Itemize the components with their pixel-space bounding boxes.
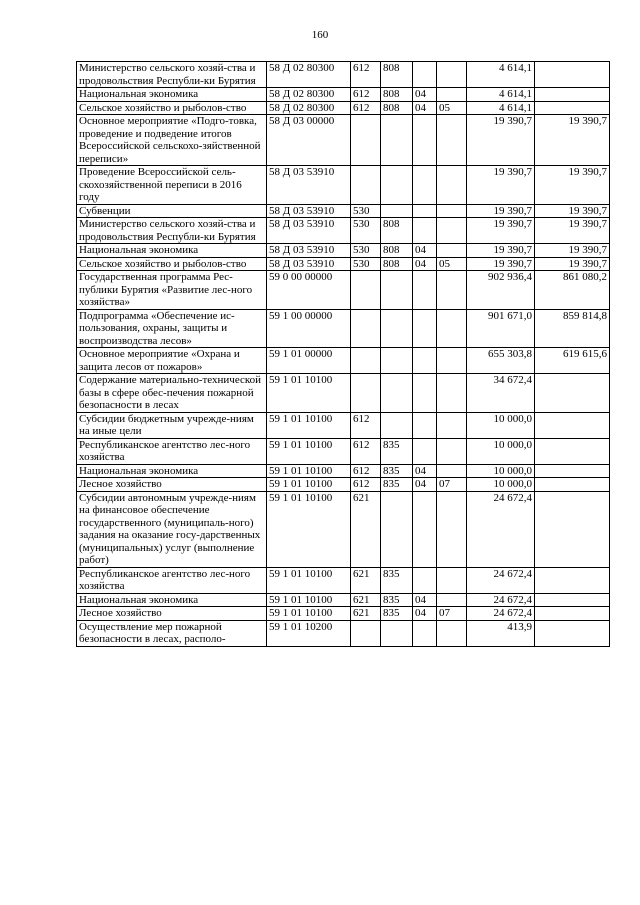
subsection-code: [437, 348, 467, 374]
target-article-code: 59 1 01 10100: [267, 464, 351, 478]
amount-year-2: 19 390,7: [535, 244, 610, 258]
table-row: [77, 593, 610, 607]
subsection-code: [437, 438, 467, 464]
administrator-code: 835: [381, 464, 413, 478]
table-row: [77, 607, 610, 621]
amount-year-2: [535, 593, 610, 607]
administrator-code: [381, 348, 413, 374]
section-code: 04: [413, 88, 437, 102]
row-name: Проведение Всероссийской сель-скохозяйственной переписи в 2016 году: [77, 166, 267, 205]
row-name: Республиканское агентство лес-ного хозяйства: [77, 567, 267, 593]
amount-year-2: 19 390,7: [535, 115, 610, 166]
subsection-code: 05: [437, 101, 467, 115]
target-article-code: 58 Д 03 53910: [267, 244, 351, 258]
subsection-code: [437, 412, 467, 438]
expense-type-code: 612: [351, 412, 381, 438]
amount-year-1: 19 390,7: [467, 244, 535, 258]
administrator-code: 808: [381, 88, 413, 102]
administrator-code: [381, 309, 413, 348]
table-row: [77, 244, 610, 258]
amount-year-2: 861 080,2: [535, 271, 610, 310]
row-name: Субвенции: [77, 204, 267, 218]
amount-year-1: 10 000,0: [467, 438, 535, 464]
target-article-code: 59 1 01 10100: [267, 412, 351, 438]
budget-table: [76, 61, 610, 647]
subsection-code: [437, 204, 467, 218]
subsection-code: [437, 244, 467, 258]
administrator-code: [381, 491, 413, 567]
amount-year-1: 10 000,0: [467, 464, 535, 478]
amount-year-1: 902 936,4: [467, 271, 535, 310]
row-name: Сельское хозяйство и рыболов-ство: [77, 101, 267, 115]
table-row: [77, 491, 610, 567]
expense-type-code: 621: [351, 491, 381, 567]
table-row: [77, 620, 610, 646]
subsection-code: [437, 491, 467, 567]
amount-year-1: 19 390,7: [467, 218, 535, 244]
amount-year-2: [535, 412, 610, 438]
row-name: Национальная экономика: [77, 244, 267, 258]
amount-year-1: 4 614,1: [467, 101, 535, 115]
amount-year-1: 4 614,1: [467, 62, 535, 88]
target-article-code: 58 Д 03 53910: [267, 166, 351, 205]
target-article-code: 59 1 01 10100: [267, 478, 351, 492]
amount-year-1: 24 672,4: [467, 607, 535, 621]
subsection-code: [437, 166, 467, 205]
target-article-code: 58 Д 03 53910: [267, 257, 351, 271]
table-row: [77, 374, 610, 413]
target-article-code: 58 Д 03 00000: [267, 115, 351, 166]
target-article-code: 59 1 00 00000: [267, 309, 351, 348]
amount-year-1: 10 000,0: [467, 478, 535, 492]
section-code: [413, 438, 437, 464]
subsection-code: [437, 115, 467, 166]
section-code: [413, 271, 437, 310]
row-name: Содержание материально-технической базы в сфере обес-печения пожарной безопасности в лесах: [77, 374, 267, 413]
section-code: 04: [413, 101, 437, 115]
administrator-code: 808: [381, 62, 413, 88]
amount-year-2: [535, 374, 610, 413]
subsection-code: [437, 593, 467, 607]
table-row: [77, 348, 610, 374]
target-article-code: 59 1 01 00000: [267, 348, 351, 374]
amount-year-1: 413,9: [467, 620, 535, 646]
section-code: 04: [413, 478, 437, 492]
section-code: [413, 204, 437, 218]
subsection-code: [437, 88, 467, 102]
section-code: [413, 62, 437, 88]
expense-type-code: 530: [351, 204, 381, 218]
row-name: Государственная программа Рес-публики Бурятия «Развитие лес-ного хозяйства»: [77, 271, 267, 310]
expense-type-code: [351, 309, 381, 348]
administrator-code: [381, 412, 413, 438]
row-name: Национальная экономика: [77, 88, 267, 102]
amount-year-2: 19 390,7: [535, 204, 610, 218]
table-row: [77, 271, 610, 310]
expense-type-code: 530: [351, 218, 381, 244]
section-code: [413, 309, 437, 348]
expense-type-code: 530: [351, 244, 381, 258]
amount-year-1: 655 303,8: [467, 348, 535, 374]
table-row: [77, 115, 610, 166]
amount-year-2: [535, 620, 610, 646]
expense-type-code: 612: [351, 464, 381, 478]
target-article-code: 59 1 01 10100: [267, 374, 351, 413]
amount-year-2: 19 390,7: [535, 218, 610, 244]
row-name: Национальная экономика: [77, 464, 267, 478]
row-name: Субсидии автономным учрежде-ниям на финансовое обеспечение государственного (муниципаль-ного) задания на оказание госу-дарственных (муниципальных) услуг (выполнение работ): [77, 491, 267, 567]
amount-year-1: 34 672,4: [467, 374, 535, 413]
expense-type-code: [351, 374, 381, 413]
row-name: Министерство сельского хозяй-ства и продовольствия Республи-ки Бурятия: [77, 218, 267, 244]
administrator-code: [381, 374, 413, 413]
administrator-code: 835: [381, 593, 413, 607]
row-name: Субсидии бюджетным учрежде-ниям на иные цели: [77, 412, 267, 438]
administrator-code: 808: [381, 244, 413, 258]
target-article-code: 59 1 01 10100: [267, 593, 351, 607]
administrator-code: 835: [381, 607, 413, 621]
target-article-code: 59 1 01 10100: [267, 607, 351, 621]
amount-year-2: 19 390,7: [535, 257, 610, 271]
administrator-code: 835: [381, 567, 413, 593]
target-article-code: 58 Д 02 80300: [267, 101, 351, 115]
table-row: [77, 62, 610, 88]
amount-year-2: [535, 491, 610, 567]
target-article-code: 58 Д 02 80300: [267, 88, 351, 102]
amount-year-1: 24 672,4: [467, 491, 535, 567]
amount-year-1: 19 390,7: [467, 115, 535, 166]
amount-year-1: 901 671,0: [467, 309, 535, 348]
table-row: [77, 166, 610, 205]
amount-year-2: [535, 62, 610, 88]
target-article-code: 59 1 01 10100: [267, 491, 351, 567]
table-row: [77, 101, 610, 115]
amount-year-2: [535, 464, 610, 478]
administrator-code: [381, 271, 413, 310]
expense-type-code: 621: [351, 593, 381, 607]
administrator-code: [381, 204, 413, 218]
amount-year-2: [535, 438, 610, 464]
amount-year-2: [535, 478, 610, 492]
target-article-code: 58 Д 03 53910: [267, 204, 351, 218]
amount-year-1: 19 390,7: [467, 204, 535, 218]
amount-year-2: [535, 607, 610, 621]
row-name: Основное мероприятие «Охрана и защита лесов от пожаров»: [77, 348, 267, 374]
section-code: [413, 620, 437, 646]
expense-type-code: [351, 115, 381, 166]
target-article-code: 59 1 01 10100: [267, 438, 351, 464]
expense-type-code: 612: [351, 62, 381, 88]
table-row: [77, 567, 610, 593]
subsection-code: 07: [437, 478, 467, 492]
page-number: 160: [311, 29, 329, 41]
row-name: Лесное хозяйство: [77, 478, 267, 492]
subsection-code: 05: [437, 257, 467, 271]
table-row: [77, 464, 610, 478]
amount-year-2: 859 814,8: [535, 309, 610, 348]
expense-type-code: [351, 166, 381, 205]
row-name: Сельское хозяйство и рыболов-ство: [77, 257, 267, 271]
table-row: [77, 204, 610, 218]
table-row: [77, 478, 610, 492]
section-code: [413, 115, 437, 166]
row-name: Лесное хозяйство: [77, 607, 267, 621]
row-name: Основное мероприятие «Подго-товка, проведение и подведение итогов Всероссийской сельскохо-зяйственной переписи»: [77, 115, 267, 166]
table-row: [77, 309, 610, 348]
amount-year-1: 24 672,4: [467, 593, 535, 607]
subsection-code: [437, 309, 467, 348]
section-code: [413, 374, 437, 413]
administrator-code: 808: [381, 101, 413, 115]
row-name: Республиканское агентство лес-ного хозяйства: [77, 438, 267, 464]
subsection-code: 07: [437, 607, 467, 621]
row-name: Национальная экономика: [77, 593, 267, 607]
target-article-code: 59 0 00 00000: [267, 271, 351, 310]
section-code: [413, 491, 437, 567]
table-body: [77, 62, 610, 647]
amount-year-1: 4 614,1: [467, 88, 535, 102]
target-article-code: 58 Д 02 80300: [267, 62, 351, 88]
subsection-code: [437, 567, 467, 593]
amount-year-1: 19 390,7: [467, 257, 535, 271]
expense-type-code: 530: [351, 257, 381, 271]
expense-type-code: 612: [351, 478, 381, 492]
amount-year-1: 19 390,7: [467, 166, 535, 205]
administrator-code: 835: [381, 478, 413, 492]
subsection-code: [437, 62, 467, 88]
amount-year-2: 19 390,7: [535, 166, 610, 205]
administrator-code: [381, 115, 413, 166]
section-code: [413, 348, 437, 374]
expense-type-code: 612: [351, 88, 381, 102]
amount-year-2: [535, 567, 610, 593]
row-name: Подпрограмма «Обеспечение ис-пользования, охраны, защиты и воспроизводства лесов»: [77, 309, 267, 348]
subsection-code: [437, 620, 467, 646]
administrator-code: 808: [381, 218, 413, 244]
amount-year-1: 24 672,4: [467, 567, 535, 593]
subsection-code: [437, 271, 467, 310]
expense-type-code: 612: [351, 438, 381, 464]
amount-year-2: [535, 101, 610, 115]
administrator-code: 808: [381, 257, 413, 271]
table-row: [77, 218, 610, 244]
section-code: [413, 166, 437, 205]
table-row: [77, 257, 610, 271]
target-article-code: 59 1 01 10100: [267, 567, 351, 593]
administrator-code: [381, 620, 413, 646]
section-code: [413, 412, 437, 438]
subsection-code: [437, 218, 467, 244]
target-article-code: 58 Д 03 53910: [267, 218, 351, 244]
amount-year-1: 10 000,0: [467, 412, 535, 438]
section-code: 04: [413, 257, 437, 271]
expense-type-code: 621: [351, 567, 381, 593]
subsection-code: [437, 374, 467, 413]
expense-type-code: [351, 271, 381, 310]
section-code: [413, 567, 437, 593]
expense-type-code: [351, 620, 381, 646]
expense-type-code: 612: [351, 101, 381, 115]
row-name: Осуществление мер пожарной безопасности в лесах, располо-: [77, 620, 267, 646]
section-code: 04: [413, 607, 437, 621]
expense-type-code: [351, 348, 381, 374]
section-code: 04: [413, 593, 437, 607]
table-row: [77, 438, 610, 464]
table-row: [77, 412, 610, 438]
subsection-code: [437, 464, 467, 478]
section-code: [413, 218, 437, 244]
administrator-code: 835: [381, 438, 413, 464]
target-article-code: 59 1 01 10200: [267, 620, 351, 646]
administrator-code: [381, 166, 413, 205]
section-code: 04: [413, 244, 437, 258]
section-code: 04: [413, 464, 437, 478]
table-row: [77, 88, 610, 102]
amount-year-2: [535, 88, 610, 102]
expense-type-code: 621: [351, 607, 381, 621]
amount-year-2: 619 615,6: [535, 348, 610, 374]
row-name: Министерство сельского хозяй-ства и продовольствия Республи-ки Бурятия: [77, 62, 267, 88]
